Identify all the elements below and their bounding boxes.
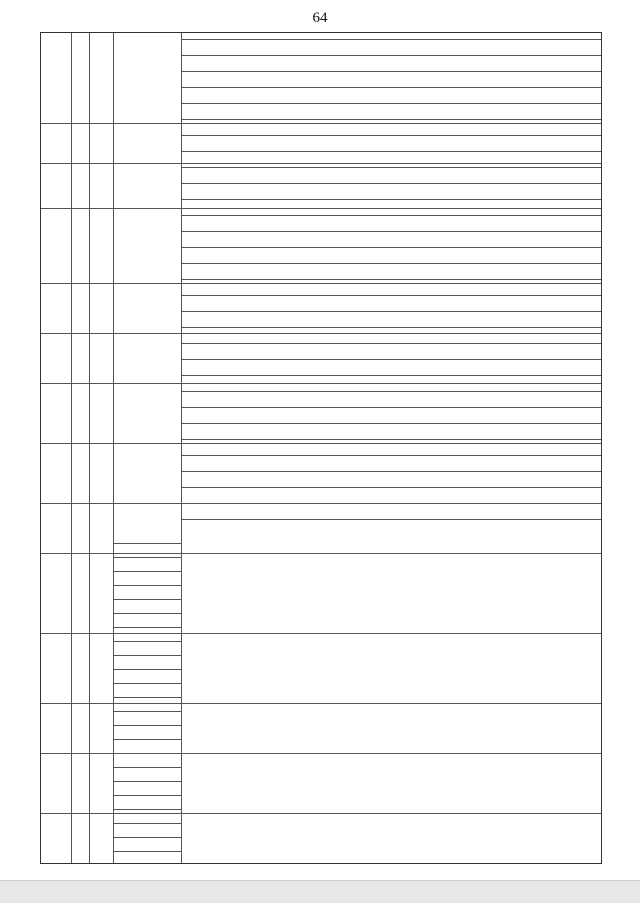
table-subrow-line [181,199,602,200]
table-row-line [41,383,602,384]
table-subrow-line [181,119,602,120]
table-subrow-line [181,407,602,408]
table-subrow-line [113,753,181,754]
page-number: 64 [312,10,328,26]
table-subrow-line [181,343,602,344]
table-subrow-line [113,669,181,670]
table-row-line [41,163,602,164]
table-column-line [71,33,72,864]
table-subrow-line [181,471,602,472]
table-subrow-line [113,599,181,600]
table-subrow-line [113,767,181,768]
table-subrow-line [181,455,602,456]
table-subrow-line [181,487,602,488]
table-subrow-line [181,279,602,280]
table-subrow-line [181,167,602,168]
table-subrow-line [181,87,602,88]
table-subrow-line [113,795,181,796]
table-subrow-line [181,375,602,376]
page-bottom-edge [0,880,640,881]
table-subrow-line [181,103,602,104]
table-subrow-line [113,613,181,614]
table-subrow-line [181,503,602,504]
table-subrow-line [181,295,602,296]
page-bottom-band [0,880,640,903]
table-subrow-line [181,39,602,40]
table-column-line [181,33,182,864]
table-subrow-line [181,519,602,520]
table-subrow-line [113,683,181,684]
table-subrow-line [113,851,181,852]
table-subrow-line [181,231,602,232]
table-subrow-line [181,423,602,424]
table-subrow-line [113,809,181,810]
table-row-line [41,283,602,284]
table-subrow-line [113,781,181,782]
table-subrow-line [113,655,181,656]
table-subrow-line [181,327,602,328]
table-row-line [41,443,602,444]
table-row-line [41,208,602,209]
table-subrow-line [181,391,602,392]
table-column-line [89,33,90,864]
table-subrow-line [113,725,181,726]
table-subrow-line [113,641,181,642]
table-subrow-line [113,739,181,740]
table-subrow-line [113,585,181,586]
table-subrow-line [181,55,602,56]
table-row-line [41,703,602,704]
table-row-line [41,813,602,814]
table-subrow-line [181,263,602,264]
table-row-line [41,553,602,554]
table-subrow-line [113,571,181,572]
table-subrow-line [113,837,181,838]
budget-table [40,32,602,864]
table-subrow-line [113,711,181,712]
table-subrow-line [181,359,602,360]
table-subrow-line [181,151,602,152]
table-subrow-line [181,71,602,72]
table-subrow-line [181,311,602,312]
table-subrow-line [113,627,181,628]
table-row-line [41,123,602,124]
table-row-line [41,333,602,334]
table-subrow-line [113,697,181,698]
table-subrow-line [181,439,602,440]
table-subrow-line [113,823,181,824]
table-subrow-line [181,135,602,136]
table-subrow-line [113,557,181,558]
table-row-line [41,633,602,634]
table-subrow-line [181,183,602,184]
table-subrow-line [181,215,602,216]
table-subrow-line [113,543,181,544]
table-subrow-line [181,247,602,248]
